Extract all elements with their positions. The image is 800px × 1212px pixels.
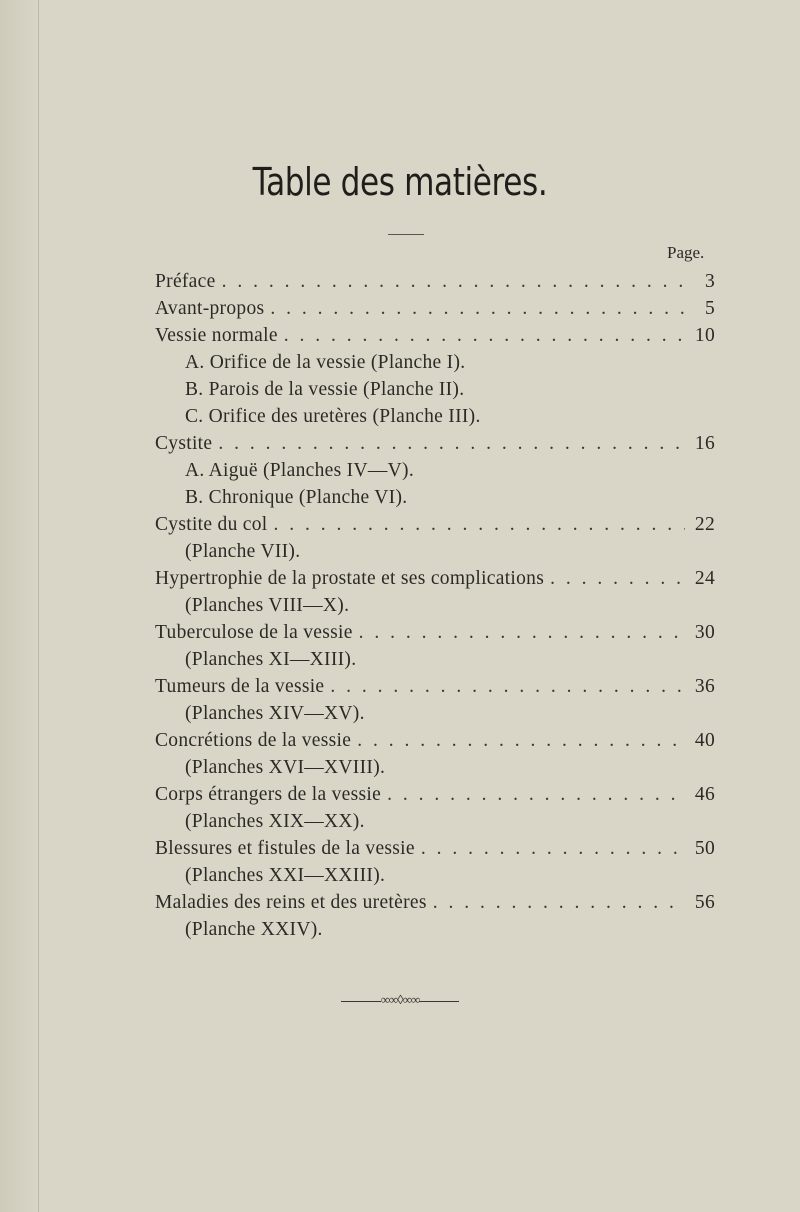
- leader-dots: [357, 727, 685, 754]
- toc-entry: [155, 889, 715, 916]
- toc-entry-label: Préface: [155, 271, 216, 292]
- toc-entry-label: Tumeurs de la vessie: [155, 676, 325, 697]
- leader-dots: [270, 295, 685, 322]
- toc-subentry: [155, 862, 715, 889]
- toc-entry: [155, 727, 715, 754]
- leader-dots: [222, 268, 685, 295]
- toc-entry: [155, 268, 715, 295]
- toc-subentry-label: (Planches VIII—X).: [185, 595, 350, 616]
- toc-page-number: 22: [694, 514, 715, 535]
- toc-page-number: 3: [704, 271, 715, 292]
- toc-subentry-label: A. Aiguë (Planches IV—V).: [185, 460, 414, 481]
- toc-entry-label: Cystite: [155, 433, 213, 454]
- toc-subentry: [155, 808, 715, 835]
- leader-dots: [330, 673, 685, 700]
- toc-entry: [155, 835, 715, 862]
- toc-page-number: 50: [694, 838, 715, 859]
- toc-page-number: 5: [704, 298, 715, 319]
- leader-dots: [284, 322, 685, 349]
- toc-subentry-label: (Planche XXIV).: [185, 919, 323, 940]
- toc-subentry: [155, 403, 715, 430]
- toc-entry: [155, 430, 715, 457]
- toc-page-number: 40: [694, 730, 715, 751]
- toc-page-number: 30: [694, 622, 715, 643]
- toc-entry: [155, 565, 715, 592]
- toc-entry-label: Tuberculose de la vessie: [155, 622, 353, 643]
- toc-entry-label: Hypertrophie de la prostate et ses complications: [155, 568, 545, 589]
- page-margin-edge: [0, 0, 39, 1212]
- toc-entry-label: Blessures et fistules de la vessie: [155, 838, 415, 859]
- toc-subentry-label: (Planches XIV—XV).: [185, 703, 365, 724]
- toc-entry: [155, 673, 715, 700]
- toc-page-number: 10: [694, 325, 715, 346]
- toc-subentry: [155, 754, 715, 781]
- toc-page-number: 36: [694, 676, 715, 697]
- toc-entry: [155, 511, 715, 538]
- toc-subentry-label: A. Orifice de la vessie (Planche I).: [185, 352, 466, 373]
- leader-dots: [359, 619, 685, 646]
- leader-dots: [387, 781, 685, 808]
- toc-subentry: [155, 349, 715, 376]
- toc-subentry: [155, 592, 715, 619]
- toc-subentry: [155, 916, 715, 943]
- toc-page-number: 56: [694, 892, 715, 913]
- toc-subentry-label: C. Orifice des uretères (Planche III).: [185, 406, 481, 427]
- toc-entry-label: Concrétions de la vessie: [155, 730, 352, 751]
- toc-subentry: [155, 538, 715, 565]
- leader-dots: [218, 430, 685, 457]
- toc-page-number: 46: [694, 784, 715, 805]
- page-title: Table des matières.: [252, 160, 548, 204]
- toc-subentry: [155, 376, 715, 403]
- toc-entry: [155, 619, 715, 646]
- leader-dots: [433, 889, 685, 916]
- toc-page-number: 16: [694, 433, 715, 454]
- toc-entry-label: Vessie normale: [155, 325, 278, 346]
- title-divider: [388, 234, 424, 235]
- toc-page-number: 24: [694, 568, 715, 589]
- end-ornament: ∞∞◊∞∞: [0, 992, 800, 1008]
- toc-subentry-label: (Planches XIX—XX).: [185, 811, 365, 832]
- table-of-contents: [155, 268, 715, 943]
- toc-entry-label: Maladies des reins et des uretères: [155, 892, 427, 913]
- toc-subentry: [155, 646, 715, 673]
- toc-entry: [155, 781, 715, 808]
- toc-subentry-label: (Planche VII).: [185, 541, 301, 562]
- toc-subentry-label: B. Chronique (Planche VI).: [185, 487, 408, 508]
- toc-subentry-label: (Planches XI—XIII).: [185, 649, 357, 670]
- toc-subentry: [155, 457, 715, 484]
- toc-entry-label: Avant-propos: [155, 298, 265, 319]
- toc-subentry-label: (Planches XXI—XXIII).: [185, 865, 386, 886]
- page-column-header: Page.: [667, 243, 705, 262]
- toc-entry: [155, 322, 715, 349]
- toc-entry-label: Cystite du col: [155, 514, 268, 535]
- leader-dots: [421, 835, 685, 862]
- leader-dots: [274, 511, 685, 538]
- toc-entry-label: Corps étrangers de la vessie: [155, 784, 382, 805]
- toc-subentry-label: (Planches XVI—XVIII).: [185, 757, 386, 778]
- toc-subentry: [155, 484, 715, 511]
- leader-dots: [550, 565, 685, 592]
- toc-subentry-label: B. Parois de la vessie (Planche II).: [185, 379, 465, 400]
- toc-entry: [155, 295, 715, 322]
- toc-subentry: [155, 700, 715, 727]
